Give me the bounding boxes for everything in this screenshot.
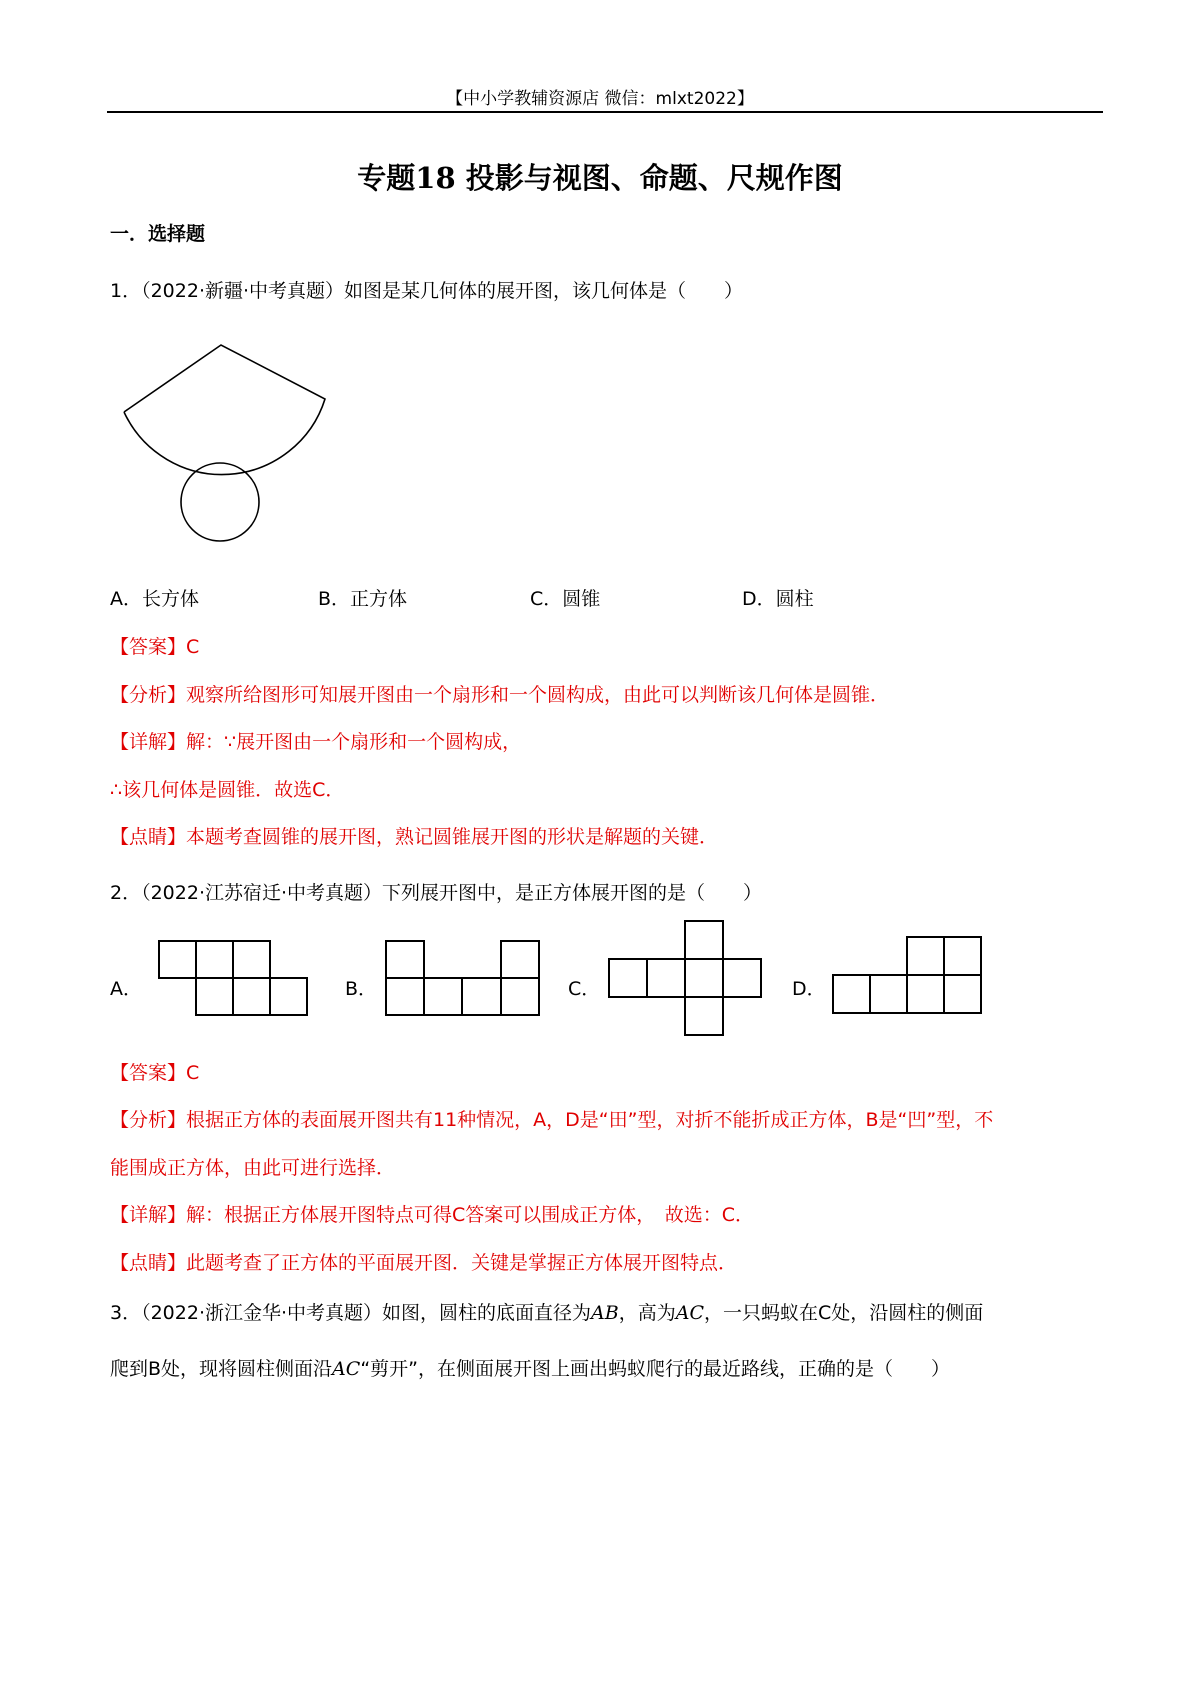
section-heading: 一．选择题 (110, 223, 206, 245)
q2-comment: 【点睛】此题考查了正方体的平面展开图．关键是掌握正方体展开图特点． (110, 1252, 738, 1274)
q2-option-d-label: D． (792, 978, 826, 1000)
q1-stem: 1．（2022·新疆·中考真题）如图是某几何体的展开图，该几何体是（ ） (110, 280, 744, 302)
q1-option-a: A．长方体 (110, 588, 199, 610)
q2-net-d-figure (832, 936, 984, 1016)
q2-net-b-figure (385, 940, 541, 1016)
q2-detail: 【详解】解：根据正方体展开图特点可得C答案可以围成正方体， 故选：C． (110, 1204, 755, 1226)
header-rule (107, 111, 1103, 113)
q3-var-ac-2: AC (332, 1358, 361, 1380)
q2-option-c-label: C． (568, 978, 601, 1000)
q2-answer: 【答案】C (110, 1062, 200, 1084)
q1-cone-net-figure (110, 335, 340, 545)
page-title: 专题18 投影与视图、命题、尺规作图 (357, 161, 843, 195)
q1-answer: 【答案】C (110, 636, 200, 658)
q3-stem-line2 (110, 1354, 950, 1381)
q3-var-ab: AB (591, 1302, 619, 1324)
q2-stem: 2．（2022·江苏宿迁·中考真题）下列展开图中，是正方体展开图的是（ ） (110, 882, 763, 904)
q3-text-1c: ，一只蚂蚁在C处，沿圆柱的侧面 (704, 1302, 984, 1324)
q3-text-2b: “剪开”，在侧面展开图上画出蚂蚁爬行的最近路线，正确的是（ ） (360, 1358, 951, 1380)
q3-var-ac: AC (675, 1302, 704, 1324)
q3-stem-line1 (110, 1298, 983, 1325)
q1-sector (124, 345, 325, 475)
q2-analysis-line1: 【分析】根据正方体的表面展开图共有11种情况，A，D是“田”型，对折不能折成正方体，B是“凹”型，不 (110, 1109, 994, 1131)
q1-comment: 【点睛】本题考查圆锥的展开图，熟记圆锥展开图的形状是解题的关键． (110, 826, 719, 848)
q2-net-a-figure (158, 940, 310, 1016)
q1-detail-line1: 【详解】解：∵展开图由一个扇形和一个圆构成， (110, 731, 522, 753)
q3-text-1b: ，高为 (618, 1302, 676, 1324)
q1-option-d: D．圆柱 (742, 588, 814, 610)
q3-text-2a: 爬到B处，现将圆柱侧面沿 (110, 1358, 333, 1380)
q2-option-a-label: A． (110, 978, 142, 1000)
q1-option-b: B．正方体 (318, 588, 408, 610)
q1-detail-line2: ∴该几何体是圆锥．故选C． (110, 779, 345, 801)
q2-option-b-label: B． (345, 978, 378, 1000)
page-header: 【中小学教辅资源店 微信：mlxt2022】 (446, 89, 754, 109)
q2-net-c-figure (608, 920, 764, 1036)
q3-text-1a: 3．（2022·浙江金华·中考真题）如图，圆柱的底面直径为 (110, 1302, 592, 1324)
q1-option-c: C．圆锥 (530, 588, 601, 610)
q1-analysis: 【分析】观察所给图形可知展开图由一个扇形和一个圆构成，由此可以判断该几何体是圆锥． (110, 684, 890, 706)
q2-analysis-line2: 能围成正方体，由此可进行选择． (110, 1157, 396, 1179)
